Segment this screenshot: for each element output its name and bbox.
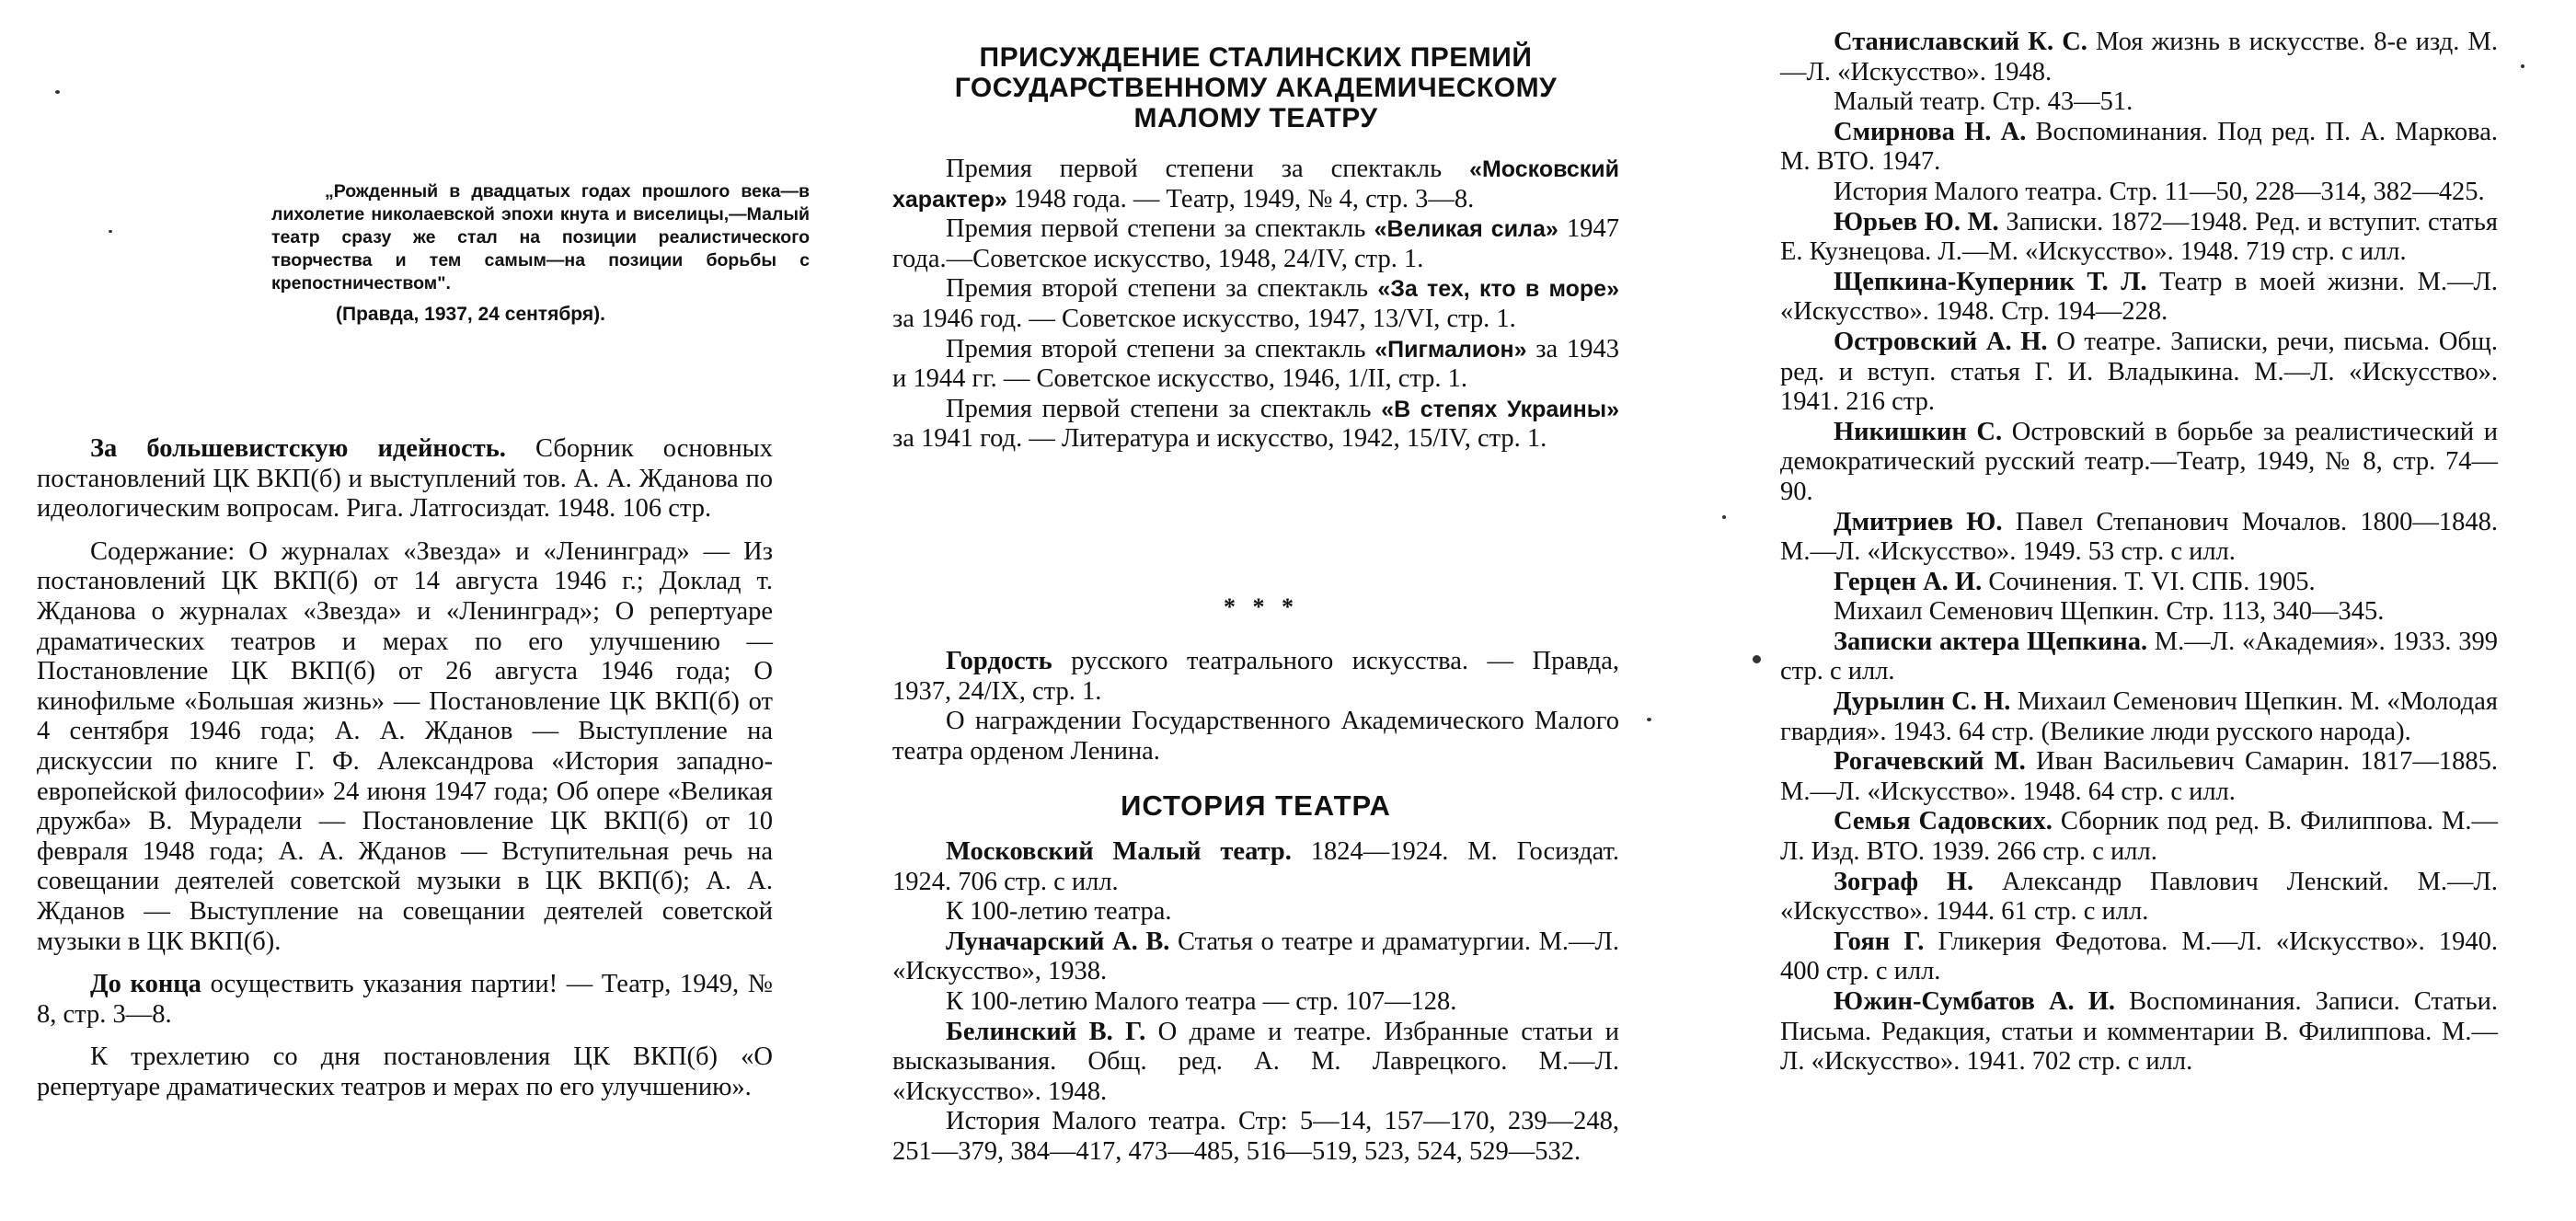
entry-title: Рогачевский М. — [1834, 747, 2026, 777]
entry-yuryev: Юрьев Ю. М. Записки. 1872—1948. Ред. и вступит. статья Е. Кузнецова. Л.—М. «Искусство». 1948. 719 стр. с илл. — [1780, 207, 2498, 267]
scan-speck — [109, 230, 112, 233]
play-title: «Великая сила» — [1374, 216, 1558, 243]
entry-contents: Содержание: О журналах «Звезда» и «Ленинград» — Из постановлений ЦК ВКП(б) от 14 августа 1946 г.; Доклад т. Жданова о журналах «Звезда» и «Ленинград»; О репертуаре драматических театров и мерах по его улучшению — Постановление ЦК ВКП(б) от 26 августа 1946 года; О кинофильме «Большая жизнь» — Постановление ЦК ВКП(б) от 4 сентября 1946 года; А. А. Жданов — Выступление на дискуссии по книге Г. Ф. Александрова «История западно-европейской философии» 24 июня 1947 года; Об опере «Великая дружба» В. Мурадели — Постановление ЦК ВКП(б) от 10 февраля 1948 года; А. А. Жданов — Вступительная речь на совещании деятелей советской музыки в ЦК ВКП(б); А. А. Жданов — Выступление на совещании деятелей советской музыки в ЦК ВКП(б). — [37, 536, 773, 956]
entry-title: Смирнова Н. А. — [1834, 117, 2027, 146]
entry-belinsky: Белинский В. Г. О драме и театре. Избранные статьи и высказывания. Общ. ред. А. М. Лаврецкого. М.—Л. «Искусство». 1948. — [892, 1017, 1619, 1106]
entry-zograf: Зограф Н. Александр Павлович Ленский. М.—Л. «Искусство». 1944. 61 стр. с илл. — [1780, 867, 2498, 927]
entry-zhdanov-collection — [37, 434, 773, 524]
entry-title: Луначарский А. В. — [946, 927, 1170, 956]
play-title: «Московский характер» — [892, 156, 1619, 213]
award-entry: Премия первой степени за спектакль «Московский характер» 1948 года. — Театр, 1949, № 4, стр. 3—8. — [892, 155, 1619, 213]
entry-title: Записки актера Щепкина. — [1834, 627, 2148, 656]
section-heading-theatre-history: ИСТОРИЯ ТЕАТРА — [1121, 789, 1391, 822]
award-entry: Премия второй степени за спектакль «За тех, кто в море» за 1946 год. — Советское искусство, 1947, 13/VI, стр. 1. — [892, 274, 1619, 333]
award-entry: Премия второй степени за спектакль «Пигмалион» за 1943 и 1944 гг. — Советское искусство, 1946, 1/II, стр. 1. — [892, 334, 1619, 394]
entry-title: Южин-Сумбатов А. И. — [1834, 987, 2116, 1016]
entry-title: Московский Малый театр. — [946, 837, 1292, 866]
entry-ostrovsky: Островский А. Н. О театре. Записки, речи, письма. Общ. ред. и вступ. статья Г. И. Владыкина. М.—Л. «Искусство». 1941. 216 стр. — [1780, 327, 2498, 417]
scan-speck — [1647, 718, 1651, 721]
entry-text: Сборник основных постановлений ЦК ВКП(б) и выступлений тов. А. А. Жданова по идеологическим вопросам. Рига. Латгосиздат. 1948. 106 стр. — [37, 434, 773, 524]
entry-title: Зограф Н. — [1834, 867, 1974, 896]
entry-note: Малый театр. Стр. 43—51. — [1834, 87, 2133, 117]
entry-note: К 100-летию театра. — [946, 897, 1172, 927]
entry-goyan: Гоян Г. Гликерия Федотова. М.—Л. «Искусство». 1940. 400 стр. с илл. — [1780, 927, 2499, 986]
scan-speck — [1753, 655, 1761, 663]
entry-three-years: К трехлетию со дня постановления ЦК ВКП(б) «О репертуаре драматических театров и мерах по его улучшению». — [37, 1042, 773, 1101]
bibliography-list — [1780, 28, 2498, 1077]
entry-stanislavsky: Станиславский К. С. Моя жизнь в искусстве. 8-е изд. М.—Л. «Искусство». 1948. — [1780, 28, 2498, 86]
entry-durylin: Дурылин С. Н. Михаил Семенович Щепкин. М. «Молодая гвардия». 1943. 64 стр. (Великие люди русского народа). — [1780, 687, 2498, 746]
play-title: «За тех, кто в море» — [1377, 276, 1619, 303]
entry-title: Дмитриев Ю. — [1834, 507, 2003, 536]
play-title: «В степях Украины» — [1381, 396, 1619, 422]
asterism-divider: * * * — [1224, 593, 1299, 620]
entry-pride: Гордость русского театрального искусства. — Правда, 1937, 24/IX, стр. 1. — [892, 647, 1619, 706]
pride-entries — [892, 647, 1619, 766]
section-heading-stalin-prizes: ПРИСУЖДЕНИЕ СТАЛИНСКИХ ПРЕМИЙ ГОСУДАРСТВЕННОМУ АКАДЕМИЧЕСКОМУ МАЛОМУ ТЕАТРУ — [954, 42, 1558, 133]
entry-lunacharsky: Луначарский А. В. Статья о театре и драматургии. М.—Л. «Искусство», 1938. — [892, 927, 1619, 986]
scan-speck — [1722, 515, 1726, 519]
left-column-entries — [37, 434, 773, 1102]
epigraph-quote: „Рожденный в двадцатых годах прошлого века—в лихолетие николаевской эпохи кнута и виселицы,—Малый театр сразу же стал на позиции реалистического творчества и тем самым—на позиции борьбы с крепостничеством". — [271, 181, 810, 294]
entry-herzen: Герцен А. И. Сочинения. Т. VI. СПБ. 1905. — [1834, 567, 2316, 596]
award-entry: Премия первой степени за спектакль «В степях Украины» за 1941 год. — Литература и искусство, 1942, 15/IV, стр. 1. — [892, 394, 1619, 454]
entry-title: Щепкина-Куперник Т. Л. — [1834, 267, 2147, 296]
entry-title: Никишкин С. — [1834, 417, 2003, 446]
entry-yuzhin-sumbatov: Южин-Сумбатов А. И. Воспоминания. Записи. Статьи. Письма. Редакция, статьи и комментарии В. Филиппова. М.—Л. «Искусство». 1941. 702 стр. с илл. — [1780, 987, 2498, 1077]
entry-title: Юрьев Ю. М. — [1834, 207, 1999, 236]
epigraph-source: (Правда, 1937, 24 сентября). — [336, 304, 605, 325]
awards-list — [892, 155, 1619, 455]
entry-maly-theatre-book: Московский Малый театр. 1824—1924. М. Госиздат. 1924. 706 стр. с илл. — [892, 837, 1619, 896]
entry-note: К 100-летию Малого театра — стр. 107—128. — [946, 986, 1457, 1016]
entry-order-of-lenin: О награждении Государственного Академического Малого театра орденом Ленина. — [892, 707, 1619, 766]
entry-note: История Малого театра. Стр: 5—14, 157—170, 239—248, 251—379, 384—417, 473—485, 516—519, 523, 524, 529—532. — [892, 1107, 1619, 1166]
entry-do-kontsa — [37, 970, 773, 1030]
award-entry: Премия первой степени за спектакль «Великая сила» 1947 года.—Советское искусство, 1948, 24/IV, стр. 1. — [892, 214, 1619, 273]
history-list — [892, 837, 1619, 1168]
entry-text: осуществить указания партии! — Театр, 1949, № 8, стр. 3—8. — [37, 970, 773, 1029]
entry-note: Михаил Семенович Щепкин. Стр. 113, 340—345. — [1834, 597, 2385, 627]
entry-title: До конца — [90, 970, 201, 999]
entry-rogachevsky: Рогачевский М. Иван Васильевич Самарин. 1817—1885. М.—Л. «Искусство». 1948. 64 стр. с илл. — [1780, 747, 2498, 806]
entry-title: За большевистскую идейность. — [90, 434, 506, 463]
entry-note: История Малого театра. Стр. 11—50, 228—314, 382—425. — [1834, 177, 2485, 206]
entry-shchepkin-notes: Записки актера Щепкина. М.—Л. «Академия». 1933. 399 стр. с илл. — [1780, 627, 2498, 686]
entry-smirnova: Смирнова Н. А. Воспоминания. Под ред. П. А. Маркова. М. ВТО. 1947. — [1780, 117, 2498, 177]
entry-nikishkin: Никишкин С. Островский в борьбе за реалистический и демократический русский театр.—Театр, 1949, № 8, стр. 74—90. — [1780, 417, 2498, 506]
entry-title: Белинский В. Г. — [946, 1017, 1146, 1046]
entry-shchepkina-kupernik: Щепкина-Куперник Т. Л. Театр в моей жизни. М.—Л. «Искусство». 1948. Стр. 194—228. — [1780, 267, 2499, 327]
entry-sadovsky-family: Семья Садовских. Сборник под ред. В. Филиппова. М.—Л. Изд. ВТО. 1939. 266 стр. с илл. — [1780, 807, 2498, 867]
entry-dmitriev: Дмитриев Ю. Павел Степанович Мочалов. 1800—1848. М.—Л. «Искусство». 1949. 53 стр. с илл. — [1780, 507, 2498, 567]
entry-title: Герцен А. И. — [1834, 567, 1983, 596]
scan-speck — [55, 90, 60, 94]
entry-title: Дурылин С. Н. — [1834, 687, 2011, 717]
entry-title: Гоян Г. — [1834, 927, 1925, 956]
entry-title: Гордость — [946, 647, 1052, 675]
scan-speck — [2521, 64, 2524, 68]
entry-title: Станиславский К. С. — [1834, 28, 2087, 56]
entry-title: Семья Садовских. — [1834, 807, 2053, 836]
play-title: «Пигмалион» — [1374, 336, 1527, 363]
entry-title: Островский А. Н. — [1834, 327, 2048, 356]
epigraph — [271, 180, 810, 326]
